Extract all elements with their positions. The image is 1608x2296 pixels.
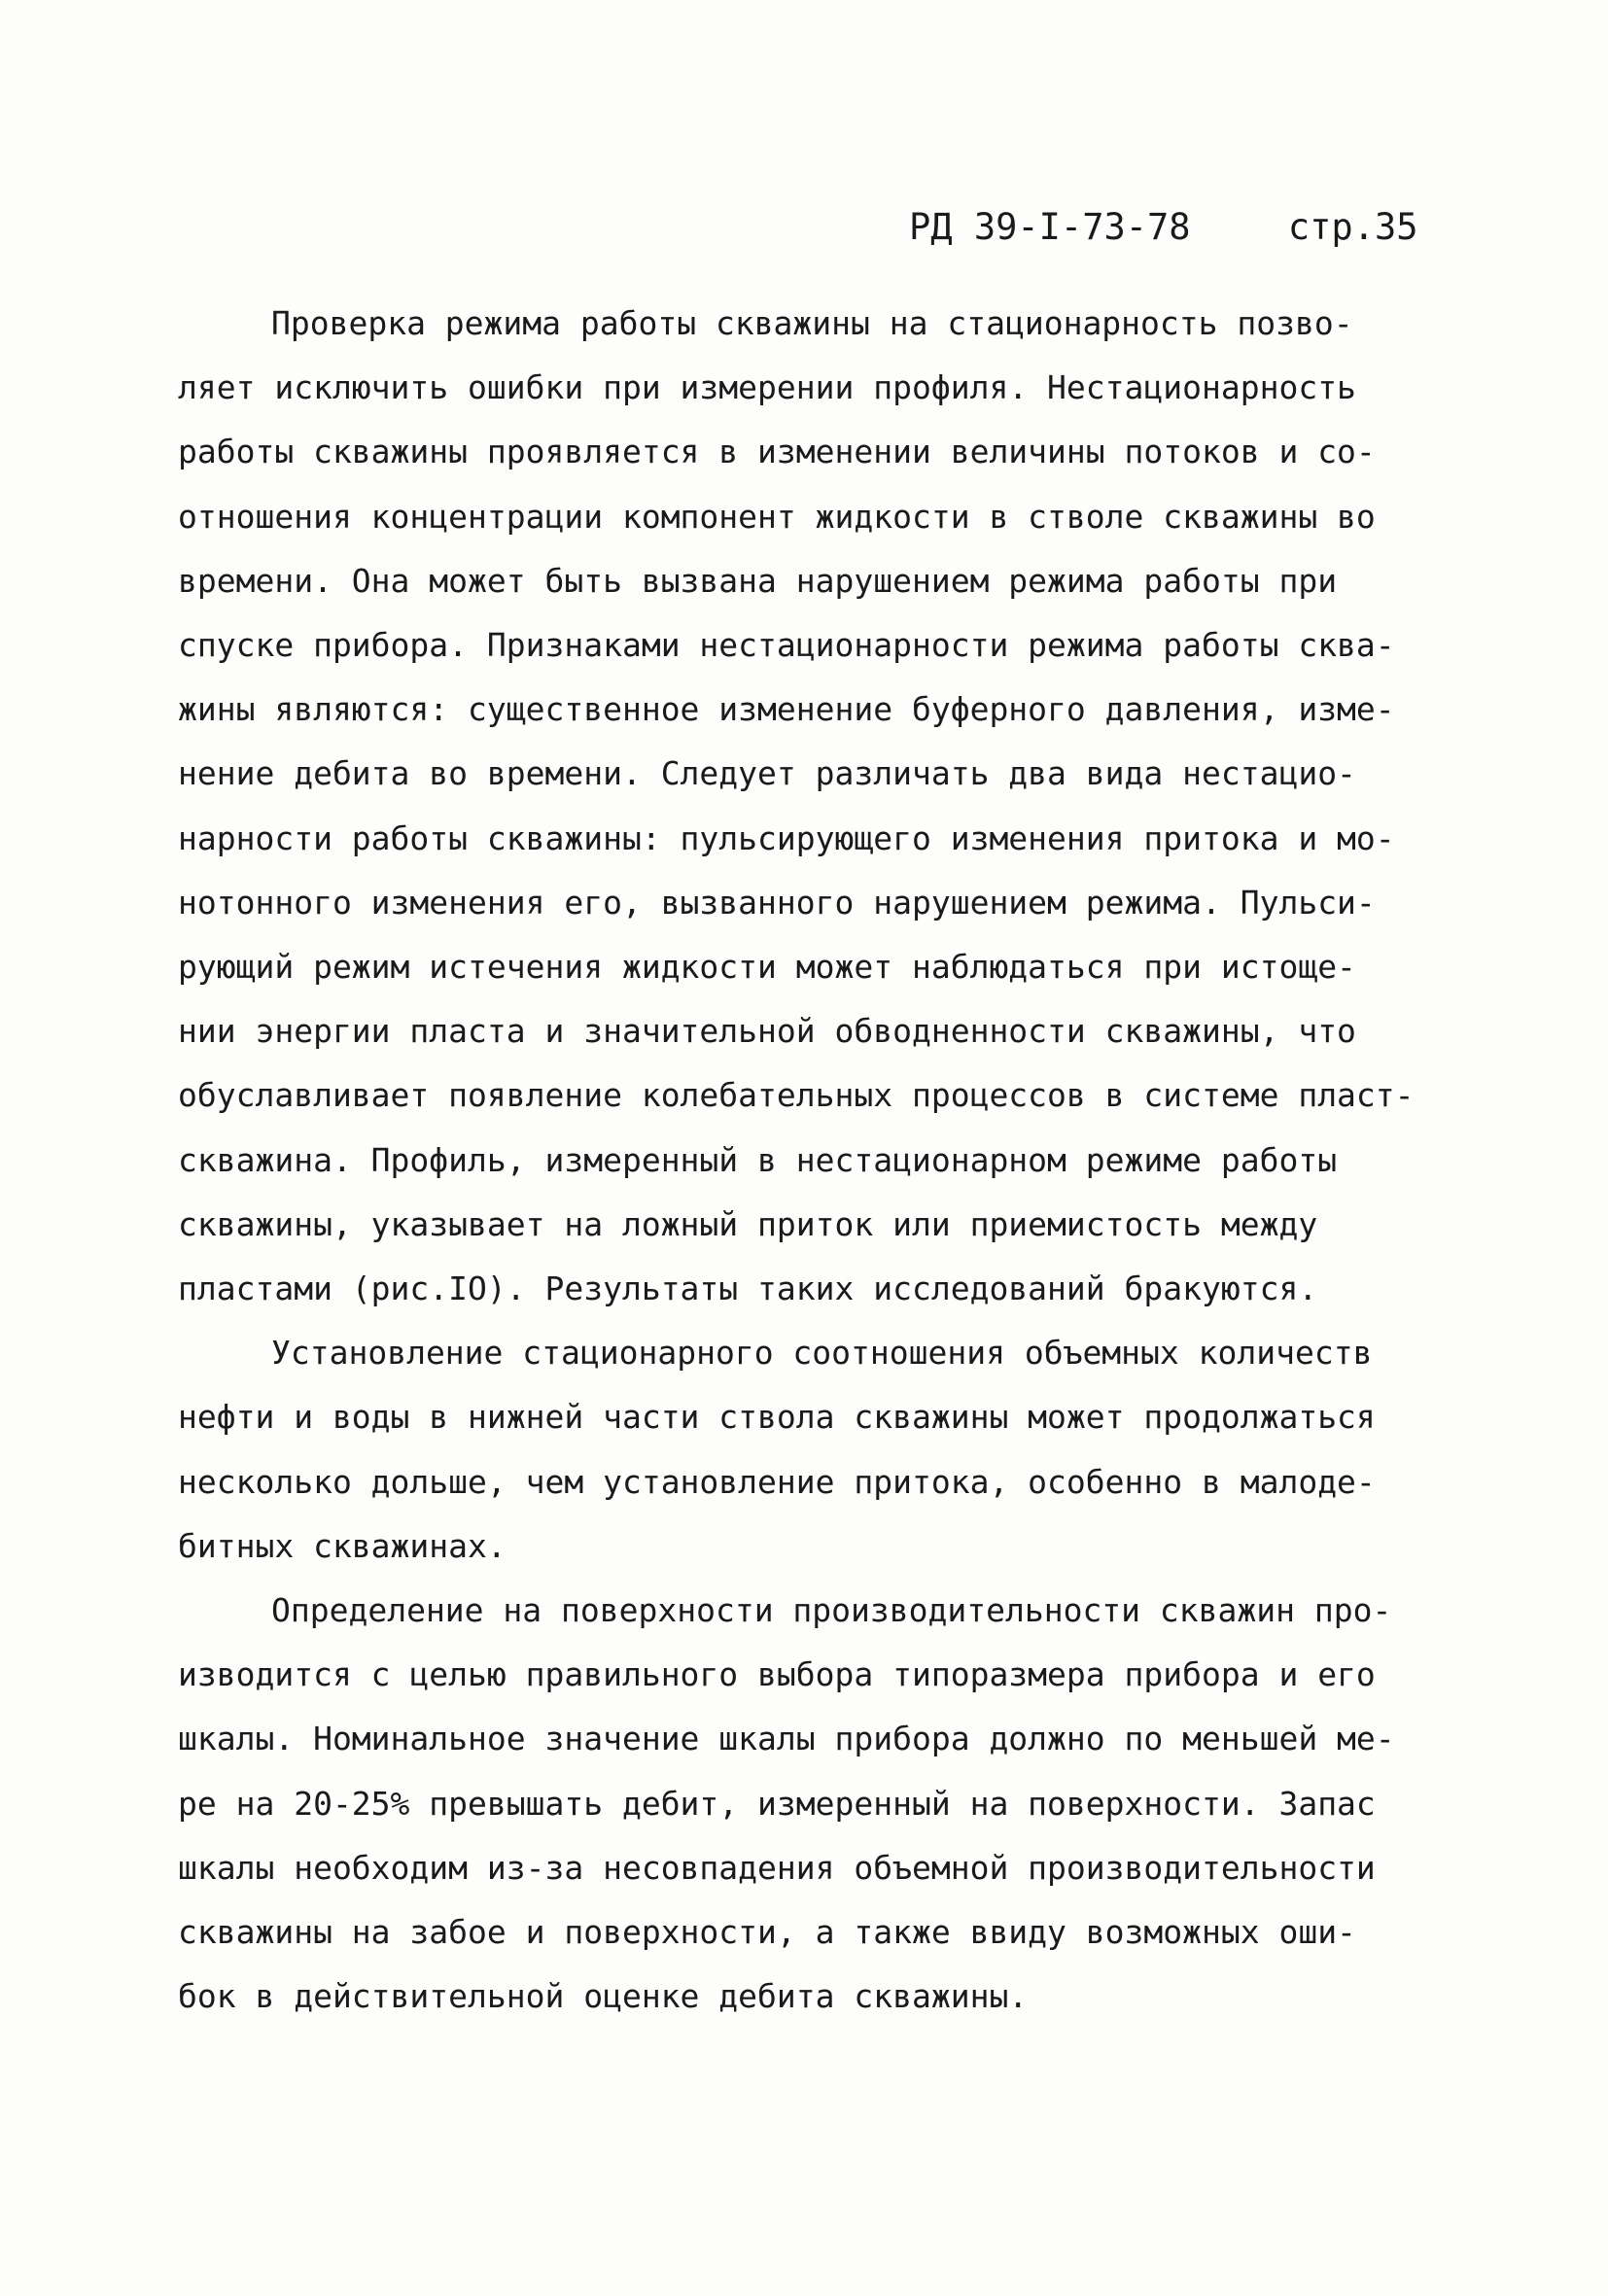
text-line: жины являются: существенное изменение буферного давления, изме- [178, 690, 1395, 729]
text-line: шкалы. Номинальное значение шкалы прибора должно по меньшей ме- [178, 1720, 1395, 1758]
text-line: нотонного изменения его, вызванного нарушением режима. Пульси- [178, 883, 1376, 922]
text-line: работы скважины проявляется в изменении величины потоков и со- [178, 433, 1376, 471]
text-line: нии энергии пласта и значительной обводненности скважины, что [178, 1012, 1356, 1051]
text-line: ре на 20-25% превышать дебит, измеренный на поверхности. Запас [178, 1784, 1376, 1823]
text-line: скважины, указывает на ложный приток или приемистость между [178, 1204, 1318, 1243]
text-line: скважины на забое и поверхности, а также ввиду возможных оши- [178, 1913, 1356, 1952]
text-line: времени. Она может быть вызвана нарушением режима работы при [178, 561, 1338, 600]
text-line: нефти и воды в нижней части ствола скважины может продолжаться [178, 1398, 1376, 1437]
text-line: рующий режим истечения жидкости может наблюдаться при истоще- [178, 948, 1356, 987]
text-line: нарности работы скважины: пульсирующего изменения притока и мо- [178, 818, 1395, 857]
paragraph-1 [178, 292, 1432, 1321]
paragraph-2 [178, 1321, 1432, 1579]
text-line: изводится с целью правильного выбора типоразмера прибора и его [178, 1655, 1376, 1694]
text-line: Установление стационарного соотношения объемных количеств [271, 1334, 1373, 1373]
text-line: ляет исключить ошибки при измерении профиля. Нестационарность [178, 368, 1356, 407]
text-line: пластами (рис.IO). Результаты таких исследований бракуются. [178, 1270, 1318, 1308]
text-line: несколько дольше, чем установление притока, особенно в малоде- [178, 1462, 1376, 1501]
text-line: Проверка режима работы скважины на стационарность позво- [271, 304, 1353, 342]
text-line: скважина. Профиль, измеренный в нестационарном режиме работы [178, 1140, 1338, 1179]
page-header [909, 204, 1418, 251]
text-line: спуске прибора. Признаками нестационарности режима работы сква- [178, 626, 1395, 665]
text-line: нение дебита во времени. Следует различать два вида нестацио- [178, 754, 1356, 793]
text-line: шкалы необходим из-за несовпадения объемной производительности [178, 1848, 1376, 1887]
text-line: битных скважинах. [178, 1526, 507, 1565]
text-line: отношения концентрации компонент жидкости в стволе скважины во [178, 497, 1376, 536]
text-line: бок в действительной оценке дебита скважины. [178, 1977, 1029, 2016]
body-text [178, 292, 1432, 2029]
text-line: Определение на поверхности производительности скважин про- [271, 1591, 1392, 1630]
document-code: РД 39-I-73-78 [909, 206, 1191, 248]
text-line: обуславливает появление колебательных процессов в системе пласт- [178, 1076, 1415, 1115]
paragraph-3 [178, 1579, 1432, 2029]
page-number: стр.35 [1287, 206, 1418, 248]
